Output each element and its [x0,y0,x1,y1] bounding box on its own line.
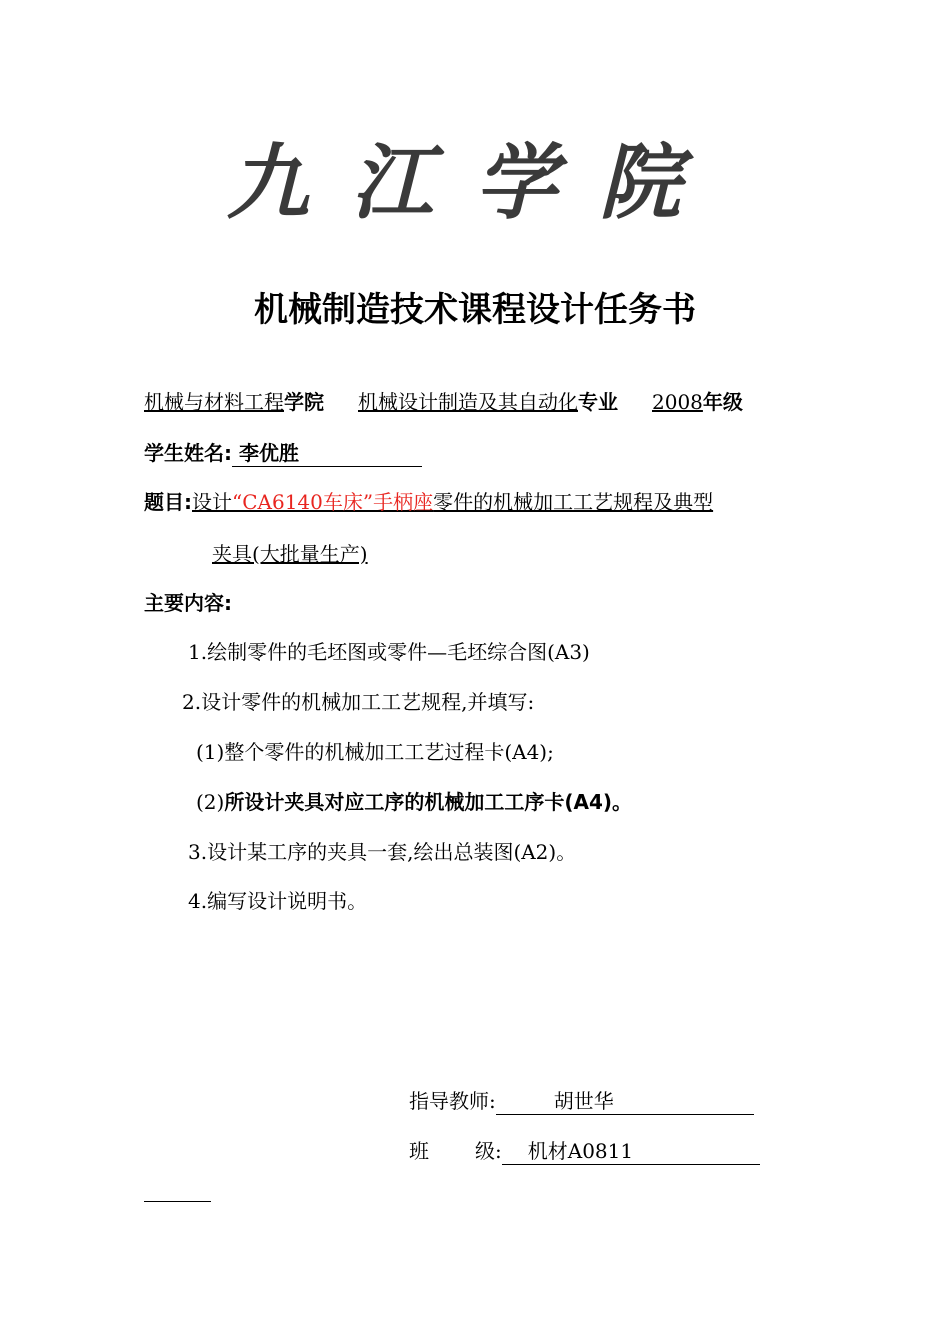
teacher-field [496,1085,754,1115]
major-value: 机械设计制造及其自动化 [358,390,578,414]
content-item-2-2-number: (2) [196,790,225,814]
topic-label: 题目: [144,490,192,514]
content-item-2: 2.设计零件的机械加工工艺规程,并填写: [182,690,535,714]
topic-red-part: “CA6140车床”手柄座 [232,490,434,514]
topic-line-2: 夹具(大批量生产) [212,542,368,566]
class-value: 机材A0811 [527,1139,634,1163]
teacher-value: 胡世华 [553,1089,614,1113]
student-label: 学生姓名: [144,441,232,465]
grade-label: 年级 [702,390,743,414]
class-field [502,1135,760,1165]
student-name-line [144,437,422,467]
document-title: 机械制造技术课程设计任务书 [254,290,696,330]
short-rule [144,1201,211,1202]
content-item-1: 1.绘制零件的毛坯图或零件—毛坯综合图(A3) [188,640,590,664]
student-name-field [232,437,422,467]
college-major-grade-line [144,386,743,415]
content-item-2-2-text: 所设计夹具对应工序的机械加工工序卡(A4)。 [224,790,633,814]
college-label: 学院 [284,390,324,414]
content-item-2-1: (1)整个零件的机械加工工艺过程卡(A4); [196,740,554,764]
class-label-2: 级: [475,1139,502,1163]
content-label: 主要内容: [144,591,232,615]
teacher-line [409,1085,754,1115]
content-item-3: 3.设计某工序的夹具一套,绘出总装图(A2)。 [188,840,577,864]
class-line [409,1135,760,1165]
grade-value: 2008 [652,390,703,414]
class-label-1: 班 [409,1139,429,1163]
student-name-value: 李优胜 [238,441,299,465]
college-value: 机械与材料工程 [144,390,284,414]
teacher-label: 指导教师: [409,1089,496,1113]
topic-prefix: 设计 [192,490,232,514]
topic-rest: 零件的机械加工工艺规程及典型 [433,490,714,514]
content-item-4: 4.编写设计说明书。 [188,889,368,913]
major-label: 专业 [578,390,618,414]
school-logo: 九江学院 [227,136,723,231]
topic-line-1 [144,486,713,515]
content-item-2-2 [196,786,632,815]
topic-text [192,490,713,514]
